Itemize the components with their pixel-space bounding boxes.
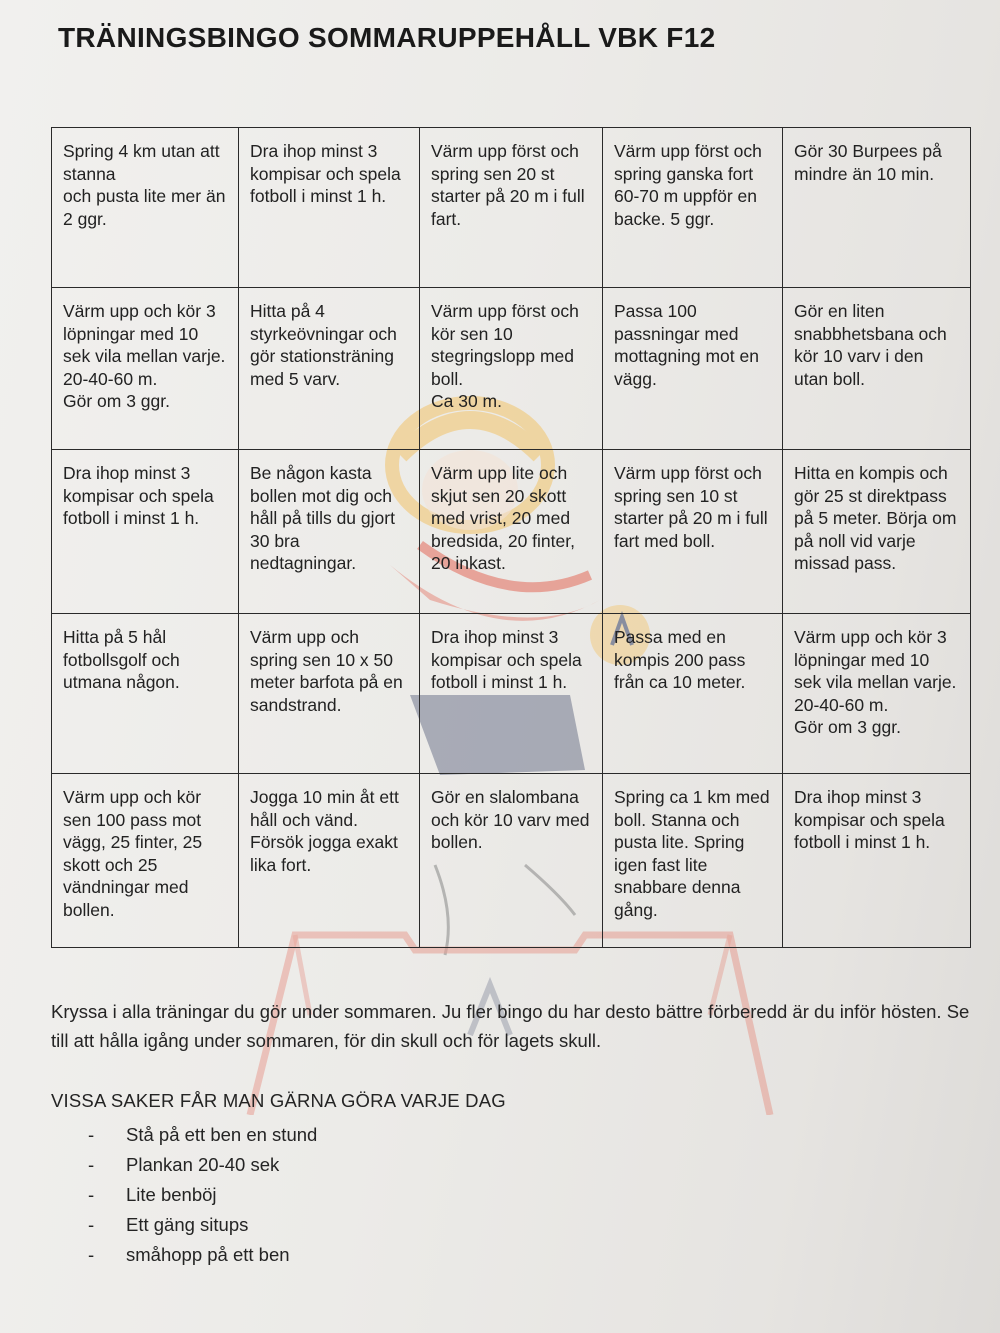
bingo-cell[interactable]: Passa 100 passningar med mottagning mot en vägg. bbox=[603, 288, 783, 450]
bingo-cell[interactable]: Dra ihop minst 3 kompisar och spela fotboll i minst 1 h. bbox=[420, 614, 603, 774]
instructions-text: Kryssa i alla träningar du gör under sommaren. Ju fler bingo du har desto bättre förberedd är du inför hösten. Se till att hålla igång under sommaren, för din skull och för lagets skull. bbox=[51, 1001, 970, 1051]
bingo-cell[interactable]: Värm upp lite och skjut sen 20 skott med vrist, 20 med bredsida, 20 finter, 20 inkast. bbox=[420, 450, 603, 614]
list-item bbox=[88, 1124, 317, 1154]
list-bullet: - bbox=[88, 1184, 95, 1205]
bingo-cell[interactable]: Värm upp först och spring ganska fort 60-70 m uppför en backe. 5 ggr. bbox=[603, 128, 783, 288]
bingo-cell[interactable]: Jogga 10 min åt ett håll och vänd. Försök jogga exakt lika fort. bbox=[239, 774, 420, 948]
bingo-cell[interactable]: Dra ihop minst 3 kompisar och spela fotboll i minst 1 h. bbox=[52, 450, 239, 614]
bingo-cell[interactable]: Dra ihop minst 3 kompisar och spela fotboll i minst 1 h. bbox=[783, 774, 971, 948]
bingo-cell[interactable]: Värm upp och kör 3 löpningar med 10 sek vila mellan varje. 20-40-60 m. Gör om 3 ggr. bbox=[52, 288, 239, 450]
daily-list bbox=[88, 1124, 317, 1274]
bingo-cell[interactable]: Be någon kasta bollen mot dig och håll på tills du gjort 30 bra nedtagningar. bbox=[239, 450, 420, 614]
list-item-text: Lite benböj bbox=[126, 1184, 217, 1205]
list-bullet: - bbox=[88, 1154, 95, 1175]
bingo-cell[interactable]: Värm upp först och kör sen 10 stegringslopp med boll. Ca 30 m. bbox=[420, 288, 603, 450]
list-bullet: - bbox=[88, 1214, 95, 1235]
bingo-cell[interactable]: Hitta på 4 styrkeövningar och gör stationsträning med 5 varv. bbox=[239, 288, 420, 450]
bingo-cell[interactable]: Spring 4 km utan att stanna och pusta lite mer än 2 ggr. bbox=[52, 128, 239, 288]
list-item bbox=[88, 1154, 317, 1184]
bingo-cell[interactable]: Värm upp och spring sen 10 x 50 meter barfota på en sandstrand. bbox=[239, 614, 420, 774]
bingo-cell[interactable]: Gör en slalombana och kör 10 varv med bollen. bbox=[420, 774, 603, 948]
bingo-cell[interactable]: Hitta en kompis och gör 25 st direktpass på 5 meter. Börja om på noll vid varje missad pass. bbox=[783, 450, 971, 614]
bingo-row bbox=[52, 450, 971, 614]
page-title: TRÄNINGSBINGO SOMMARUPPEHÅLL VBK F12 bbox=[58, 22, 716, 53]
daily-heading: VISSA SAKER FÅR MAN GÄRNA GÖRA VARJE DAG bbox=[51, 1090, 506, 1111]
list-item-text: småhopp på ett ben bbox=[126, 1244, 290, 1265]
bingo-row bbox=[52, 288, 971, 450]
bingo-cell[interactable]: Dra ihop minst 3 kompisar och spela fotboll i minst 1 h. bbox=[239, 128, 420, 288]
list-item bbox=[88, 1184, 317, 1214]
list-item-text: Ett gäng situps bbox=[126, 1214, 249, 1235]
bingo-row bbox=[52, 774, 971, 948]
list-item-text: Stå på ett ben en stund bbox=[126, 1124, 318, 1145]
list-item bbox=[88, 1214, 317, 1244]
bingo-cell[interactable]: Passa med en kompis 200 pass från ca 10 meter. bbox=[603, 614, 783, 774]
list-bullet: - bbox=[88, 1244, 95, 1265]
list-item-text: Plankan 20-40 sek bbox=[126, 1154, 280, 1175]
bingo-grid bbox=[51, 127, 971, 948]
bingo-cell[interactable]: Gör en liten snabbhetsbana och kör 10 varv i den utan boll. bbox=[783, 288, 971, 450]
bingo-cell[interactable]: Värm upp och kör 3 löpningar med 10 sek vila mellan varje. 20-40-60 m. Gör om 3 ggr. bbox=[783, 614, 971, 774]
list-item bbox=[88, 1244, 317, 1274]
bingo-cell[interactable]: Gör 30 Burpees på mindre än 10 min. bbox=[783, 128, 971, 288]
bingo-cell[interactable]: Spring ca 1 km med boll. Stanna och pusta lite. Spring igen fast lite snabbare denna gång. bbox=[603, 774, 783, 948]
bingo-cell[interactable]: Värm upp och kör sen 100 pass mot vägg, 25 finter, 25 skott och 25 vändningar med bollen. bbox=[52, 774, 239, 948]
bingo-cell[interactable]: Värm upp först och spring sen 20 st starter på 20 m i full fart. bbox=[420, 128, 603, 288]
bingo-cell[interactable]: Hitta på 5 hål fotbollsgolf och utmana någon. bbox=[52, 614, 239, 774]
list-bullet: - bbox=[88, 1124, 95, 1145]
bingo-row bbox=[52, 128, 971, 288]
bingo-row bbox=[52, 614, 971, 774]
bingo-cell[interactable]: Värm upp först och spring sen 10 st starter på 20 m i full fart med boll. bbox=[603, 450, 783, 614]
